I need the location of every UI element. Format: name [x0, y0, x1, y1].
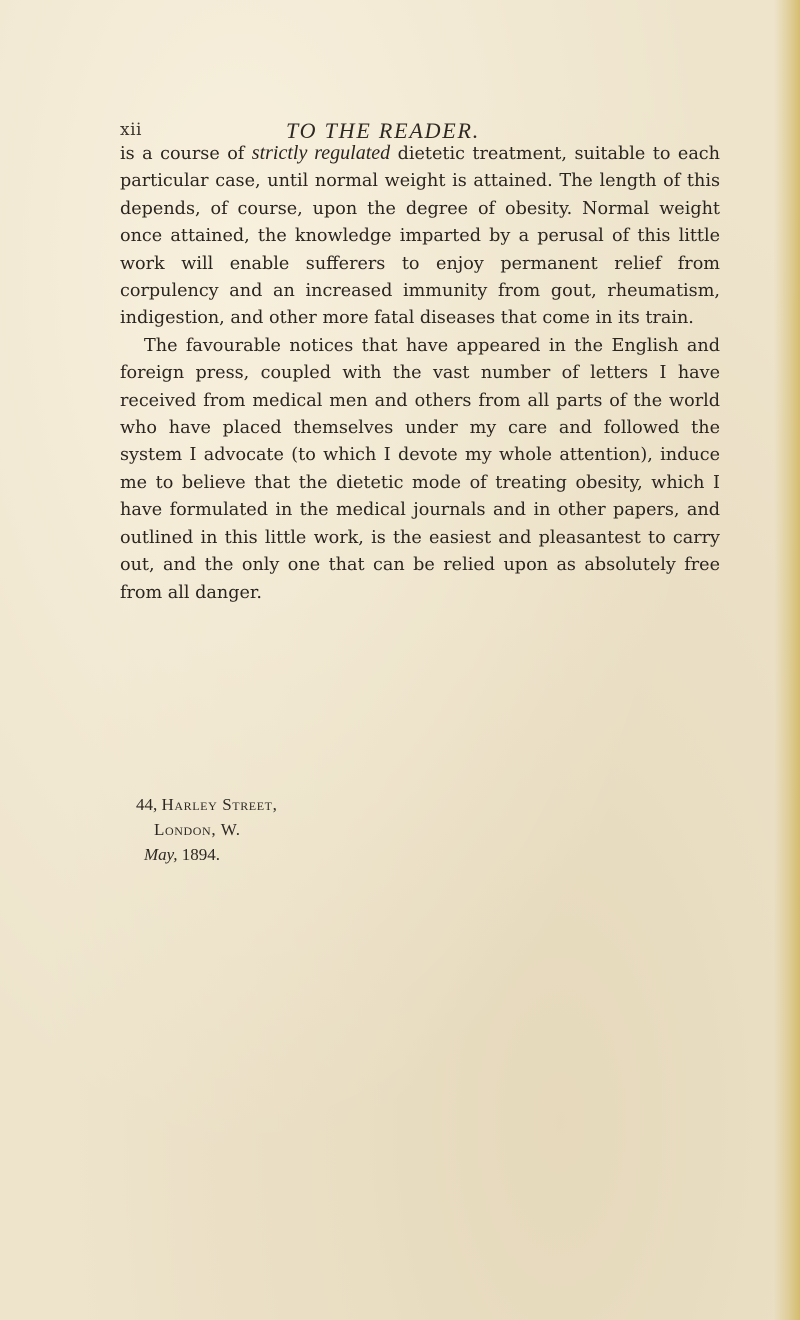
date-year: 1894.: [181, 845, 221, 864]
page-edge: [774, 0, 800, 1320]
date-month: May,: [144, 845, 178, 864]
paragraph-1: [120, 140, 720, 333]
paragraph-1-lead: is a course of: [120, 144, 252, 164]
paragraph-1-rest: dietetic treatment, suitable to each particular case, until normal weight is attained. The length of this depends, of course, upon the degree of obesity. Normal weight once attained, the knowledge imparted by a perusal of this little work will enable sufferers to enjoy permanent relief from corpulency and an increased immunity from gout, rheumatism, indigestion, and other more fatal diseases that come in its train.: [120, 144, 720, 329]
address-street: Harley Street,: [161, 795, 278, 814]
signature-block: [136, 792, 277, 867]
paragraph-2: The favourable notices that have appeared in the English and foreign press, coupled with the vast number of letters I have received from medical men and others from all parts of the world who have placed themselves under my care and followed the system I advocate (to which I devote my whole attention), induce me to believe that the dietetic mode of treating obesity, which I have formulated in the medical journals and in other papers, and outlined in this little work, is the easiest and pleasantest to carry out, and the only one that can be relied upon as absolutely free from all danger.: [120, 335, 720, 603]
paragraph-1-emphasis: strictly regulated: [251, 142, 391, 164]
city: London, W.: [154, 820, 241, 839]
body-text: [120, 140, 720, 607]
signature-city: [136, 817, 277, 842]
address-number: 44,: [136, 795, 158, 814]
page-number: xii: [120, 120, 142, 140]
signature-date: [136, 842, 277, 867]
signature-address: [136, 792, 277, 817]
running-head: TO THE READER.: [286, 118, 481, 143]
